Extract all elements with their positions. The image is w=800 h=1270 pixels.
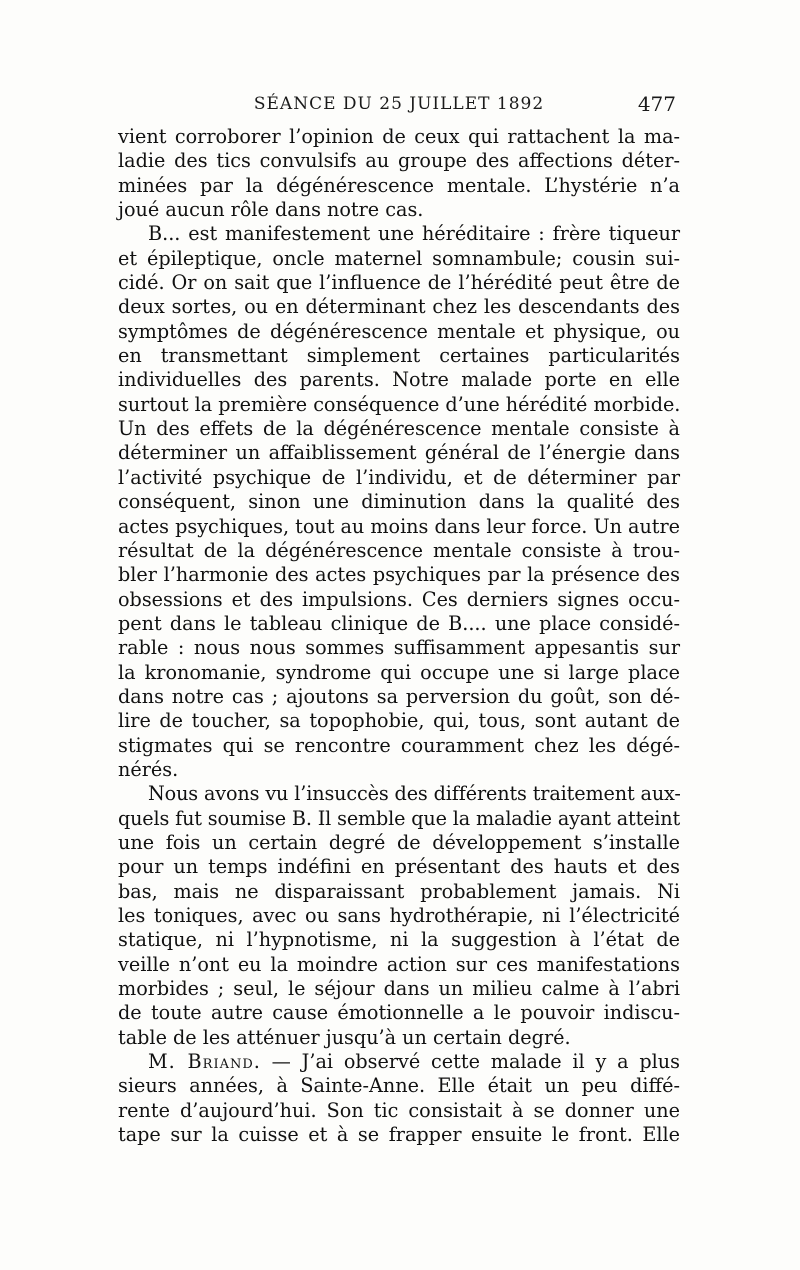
text-line: obsessions et des impulsions. Ces derniers signes occu- — [118, 587, 680, 611]
text-line: lire de toucher, sa topophobie, qui, tous, sont autant de — [118, 709, 680, 733]
text-line: table de les atténuer jusqu’à un certain degré. — [118, 1025, 571, 1049]
text-line: deux sortes, ou en déterminant chez les descendants des — [118, 295, 680, 319]
text-line: l’activité psychique de l’individu, et de déterminer par — [118, 465, 680, 489]
page-number: 477 — [637, 92, 676, 116]
text-line: minées par la dégénérescence mentale. L’hystérie n’a — [118, 173, 680, 197]
text-line: statique, ni l’hypnotisme, ni la suggestion à l’état de — [118, 928, 680, 952]
text-line: individuelles des parents. Notre malade porte en elle — [118, 368, 680, 392]
speaker-text: — J’ai observé cette malade il y a plus — [260, 1050, 680, 1074]
text-line: Un des effets de la dégénérescence mentale consiste à — [118, 417, 680, 441]
paragraph-2 — [118, 222, 680, 782]
text-line: et épileptique, oncle maternel somnambule; cousin sui- — [118, 246, 680, 270]
text-line: B... est manifestement une héréditaire : frère tiqueur — [148, 222, 680, 246]
text-line: stigmates qui se rencontre couramment chez les dégé- — [118, 733, 680, 757]
text-line: actes psychiques, tout au moins dans leur force. Un autre — [118, 514, 680, 538]
text-line: vient corroborer l’opinion de ceux qui rattachent la ma- — [118, 125, 680, 148]
paragraph-3 — [118, 782, 680, 1050]
text-line — [118, 1050, 680, 1074]
paragraph-4 — [118, 1050, 680, 1147]
text-line: tape sur la cuisse et à se frapper ensuite le front. Elle — [118, 1123, 680, 1147]
text-line: pour un temps indéfini en présentant des hauts et des — [118, 855, 680, 879]
body-text — [118, 125, 680, 1147]
text-line: nérés. — [118, 757, 179, 781]
speaker-name: M. Briand. — [148, 1050, 261, 1074]
running-head — [118, 92, 680, 122]
text-line: cidé. Or on sait que l’influence de l’hérédité peut être de — [118, 271, 680, 295]
text-line: conséquent, sinon une diminution dans la qualité des — [118, 490, 680, 514]
text-line: bler l’harmonie des actes psychiques par la présence des — [118, 563, 680, 587]
text-line: dans notre cas ; ajoutons sa perversion du goût, son dé- — [118, 684, 680, 708]
text-line: de toute autre cause émotionnelle a le pouvoir indiscu- — [118, 1001, 680, 1025]
text-line: déterminer un affaiblissement général de l’énergie dans — [118, 441, 680, 465]
text-line: bas, mais ne disparaissant probablement jamais. Ni — [118, 879, 680, 903]
text-line: joué aucun rôle dans notre cas. — [118, 198, 424, 222]
running-head-title: SÉANCE DU 25 JUILLET 1892 — [253, 94, 545, 114]
paragraph-1 — [118, 125, 680, 222]
text-line: quels fut soumise B. Il semble que la maladie ayant atteint — [118, 806, 680, 830]
text-line: surtout la première conséquence d’une hérédité morbide. — [118, 392, 681, 416]
text-line: une fois un certain degré de développement s’installe — [118, 830, 680, 854]
text-line: veille n’ont eu la moindre action sur ces manifestations — [118, 952, 680, 976]
text-line: la kronomanie, syndrome qui occupe une si large place — [118, 660, 680, 684]
text-line: ladie des tics convulsifs au groupe des affections déter- — [118, 149, 680, 173]
text-line: sieurs années, à Sainte-Anne. Elle était un peu diffé- — [118, 1074, 680, 1098]
text-line: pent dans le tableau clinique de B.... une place considé- — [118, 611, 680, 635]
text-line: symptômes de dégénérescence mentale et physique, ou — [118, 319, 680, 343]
text-line: Nous avons vu l’insuccès des différents traitement aux- — [148, 782, 681, 806]
text-line: morbides ; seul, le séjour dans un milieu calme à l’abri — [118, 977, 680, 1001]
text-line: rable : nous nous sommes suffisamment appesantis sur — [118, 636, 680, 660]
text-line: les toniques, avec ou sans hydrothérapie, ni l’électricité — [118, 904, 680, 927]
text-line: en transmettant simplement certaines particularités — [118, 344, 680, 368]
text-line: rente d’aujourd’hui. Son tic consistait à se donner une — [118, 1098, 680, 1122]
text-line: résultat de la dégénérescence mentale consiste à trou- — [118, 538, 680, 562]
